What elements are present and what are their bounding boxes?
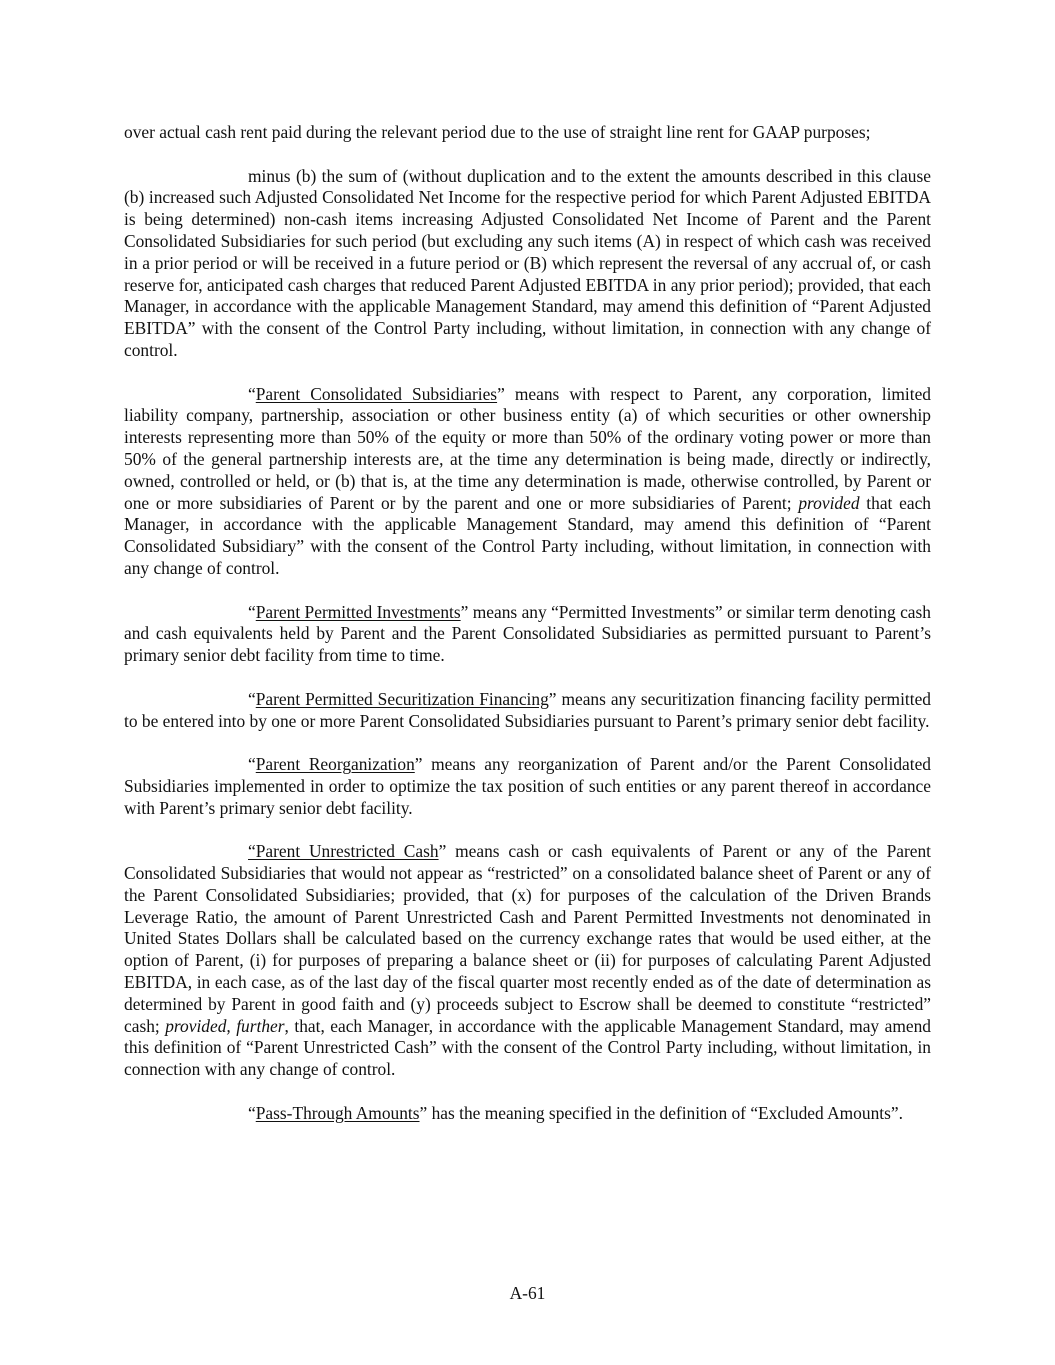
defined-term: “Parent Unrestricted Cash [248,841,439,862]
open-quote: “ [248,601,256,622]
definition-text: ” means any reorganization of Parent and/or the Parent Consolidated Subsidiaries implemented in order to optimize the tax position of such entities or any parent thereof in accordance with Parent’s primary senior debt facility. [124,754,931,818]
definition-pass-through-amounts [124,1103,931,1125]
definition-parent-permitted-investments [124,602,931,667]
paragraph-continuation: over actual cash rent paid during the relevant period due to the use of straight line rent for GAAP purposes; [124,122,871,142]
definition-text: ” means any “Permitted Investments” or similar term denoting cash and cash equivalents held by Parent and the Parent Consolidated Subsidiaries as permitted pursuant to Parent’s primary senior debt facility from time to time. [124,601,931,666]
definition-parent-consolidated-subsidiaries [124,384,931,580]
defined-term: Pass-Through Amounts [255,1102,420,1123]
open-quote: “ [248,1102,256,1123]
defined-term: Parent Consolidated Subsidiaries [255,383,498,404]
definition-italic: provided [798,492,860,513]
definition-text: ” means any securitization financing facility permitted to be entered into by one or more Parent Consolidated Subsidiaries pursuant to Parent’s primary senior debt facility. [124,688,931,731]
definition-text: ” has the meaning specified in the definition of “Excluded Amounts”. [419,1102,903,1123]
definition-parent-unrestricted-cash [124,841,931,1081]
defined-term: Parent Permitted Investments [255,601,461,622]
defined-term: Parent Reorganization [255,754,415,775]
definition-text: that each Manager, in accordance with the applicable Management Standard, may amend this definition of “Parent Consolidated Subsidiary” with the consent of the Control Party including, without limitation, in connection with any change of control. [124,492,932,578]
definition-text: , that, each Manager, in accordance with the applicable Management Standard, may amend this definition of “Parent Unrestricted Cash” with the consent of the Control Party including, without limitation, in connection with any change of control. [124,1015,931,1080]
open-quote: “ [248,688,256,709]
definition-parent-reorganization [124,754,931,819]
definition-text: ” means with respect to Parent, any corporation, limited liability company, partnership, association or other business entity (a) of which securities or other ownership interests representing more than 50% of the equity or more than 50% of the ordinary voting power or more than 50% of the general partnership interests are, at the time any determination is being made, directly or indirectly, owned, controlled or held, or (b) that is, at the time any determination is made, otherwise controlled, by Parent or one or more subsidiaries of Parent or by the parent and one or more subsidiaries of Parent; [124,383,932,513]
open-quote: “ [248,754,256,775]
definition-italic: provided, further [165,1015,285,1036]
paragraph-minus-b: minus (b) the sum of (without duplication and to the extent the amounts described in this clause (b) increased such Adjusted Consolidated Net Income for the respective period for which Parent Adjusted EBITDA is being determined) non-cash items increasing Adjusted Consolidated Net Income of Parent and the Parent Consolidated Subsidiaries for such period (but excluding any such items (A) in respect of which cash was received in a prior period or will be received in a future period or (B) which represent the reversal of any accrual of, or cash reserve for, anticipated cash charges that reduced Parent Adjusted EBITDA in any prior period); provided, that each Manager, in accordance with the applicable Management Standard, may amend this definition of “Parent Adjusted EBITDA” with the consent of the Control Party including, without limitation, in connection with any change of control. [124,165,931,360]
page-number: A-61 [509,1283,546,1303]
document-body [124,122,931,1146]
definition-text: ” means cash or cash equivalents of Parent or any of the Parent Consolidated Subsidiaries that would not appear as “restricted” on a consolidated balance sheet of Parent or any of the Parent Consolidated Subsidiaries; provided, that (x) for purposes of the calculation of the Driven Brands Leverage Ratio, the amount of Parent Unrestricted Cash and Parent Permitted Investments not denominated in United States Dollars shall be calculated based on the currency exchange rates that would be used either, at the option of Parent, (i) for purposes of preparing a balance sheet or (ii) for purposes of calculating Parent Adjusted EBITDA, in each case, as of the last day of the fiscal quarter most recently ended as of the date of determination as determined by Parent in good faith and (y) proceeds subject to Escrow shall be deemed to constitute “restricted” cash; [124,841,932,1036]
open-quote: “ [248,383,256,404]
definition-parent-permitted-securitization-financing [124,689,931,733]
defined-term: Parent Permitted Securitization Financing [255,688,549,709]
